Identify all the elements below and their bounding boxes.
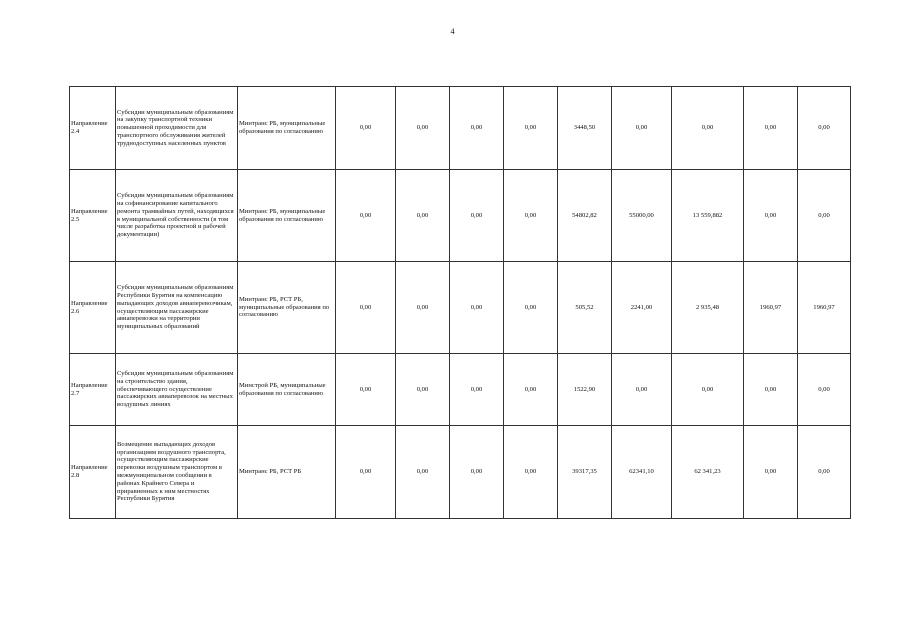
row-executor: Минтранс РБ, муниципальные образования по согласованию <box>238 87 336 170</box>
row-description-text: Возмещение выпадающих доходов организациям воздушного транспорта, осуществляющим пассажирские перевозки воздушным транспортом в межмуниципальном сообщении в районах Крайнего Севера и приравненных к ним местностях Республики Бурятия <box>117 440 226 503</box>
value-cell: 0,00 <box>504 87 558 170</box>
table-row <box>70 262 851 354</box>
value-cell: 2 935,48 <box>672 262 744 354</box>
value-cell: 0,00 <box>744 354 798 426</box>
value-cell: 0,00 <box>798 87 851 170</box>
row-code: Направление 2.7 <box>70 354 116 426</box>
value-cell: 0,00 <box>612 354 672 426</box>
value-cell: 55000,00 <box>612 170 672 262</box>
value-cell: 0,00 <box>504 170 558 262</box>
row-code: Направление 2.6 <box>70 262 116 354</box>
value-cell: 62341,10 <box>612 426 672 519</box>
value-cell: 3448,50 <box>558 87 612 170</box>
value-cell: 0,00 <box>504 262 558 354</box>
value-cell: 0,00 <box>450 262 504 354</box>
value-cell: 0,00 <box>504 354 558 426</box>
value-cell: 1960,97 <box>798 262 851 354</box>
value-cell: 0,00 <box>744 426 798 519</box>
value-cell: 0,00 <box>450 354 504 426</box>
value-cell: 0,00 <box>798 354 851 426</box>
table-row <box>70 354 851 426</box>
row-description: Субсидии муниципальным образованиям на закупку транспортной техники повышенной проходимости для транспортного обслуживания жителей труднодоступных населенных пунктов <box>116 87 238 170</box>
value-cell: 62 341,23 <box>672 426 744 519</box>
row-code: Направление 2.8 <box>70 426 116 519</box>
value-cell: 0,00 <box>396 170 450 262</box>
value-cell: 0,00 <box>336 426 396 519</box>
value-cell: 505,52 <box>558 262 612 354</box>
value-cell: 0,00 <box>672 87 744 170</box>
value-cell: 0,00 <box>336 170 396 262</box>
value-cell: 0,00 <box>504 426 558 519</box>
value-cell: 0,00 <box>450 87 504 170</box>
value-cell: 0,00 <box>744 87 798 170</box>
value-cell: 39317,35 <box>558 426 612 519</box>
value-cell: 0,00 <box>396 354 450 426</box>
value-cell: 0,00 <box>396 426 450 519</box>
value-cell: 0,00 <box>798 426 851 519</box>
row-description: Субсидии муниципальным образованиям на софинансирование капитального ремонта трамвайных путей, находящихся в муниципальной собственности (в том числе разработка проектной и рабочей документации) <box>116 170 238 262</box>
value-cell: 1960,97 <box>744 262 798 354</box>
value-cell: 1522,90 <box>558 354 612 426</box>
value-cell: 0,00 <box>336 262 396 354</box>
value-cell: 0,00 <box>396 262 450 354</box>
value-cell: 0,00 <box>336 87 396 170</box>
row-description: Субсидии муниципальным образованиям на строительство здания, обеспечивающего осуществление пассажирских авиаперевозок на местных воздушных линиях <box>116 354 238 426</box>
row-executor: Минтранс РБ, муниципальные образования по согласованию <box>238 170 336 262</box>
row-description <box>116 426 238 519</box>
row-executor: Минстрой РБ, муниципальные образования по согласованию <box>238 354 336 426</box>
row-executor: Минтранс РБ, РСТ РБ <box>238 426 336 519</box>
value-cell: 0,00 <box>396 87 450 170</box>
page-number: 4 <box>450 27 455 36</box>
value-cell: 0,00 <box>672 354 744 426</box>
row-code: Направление 2.4 <box>70 87 116 170</box>
value-cell: 0,00 <box>744 170 798 262</box>
table-row <box>70 426 851 519</box>
value-cell: 0,00 <box>798 170 851 262</box>
row-code: Направление 2.5 <box>70 170 116 262</box>
table-row <box>70 170 851 262</box>
value-cell: 0,00 <box>450 426 504 519</box>
value-cell: 0,00 <box>612 87 672 170</box>
row-description: Субсидии муниципальным образованиям Республики Бурятия на компенсацию выпадающих доходов авиаперевозчикам, осуществляющим пассажирские авиаперевозки на территории муниципальных образований <box>116 262 238 354</box>
value-cell: 54802,82 <box>558 170 612 262</box>
row-executor: Минтранс РБ, РСТ РБ, муниципальные образования по согласованию <box>238 262 336 354</box>
value-cell: 0,00 <box>450 170 504 262</box>
budget-table <box>69 86 851 519</box>
value-cell: 2241,00 <box>612 262 672 354</box>
table-row <box>70 87 851 170</box>
value-cell: 13 559,882 <box>672 170 744 262</box>
value-cell: 0,00 <box>336 354 396 426</box>
